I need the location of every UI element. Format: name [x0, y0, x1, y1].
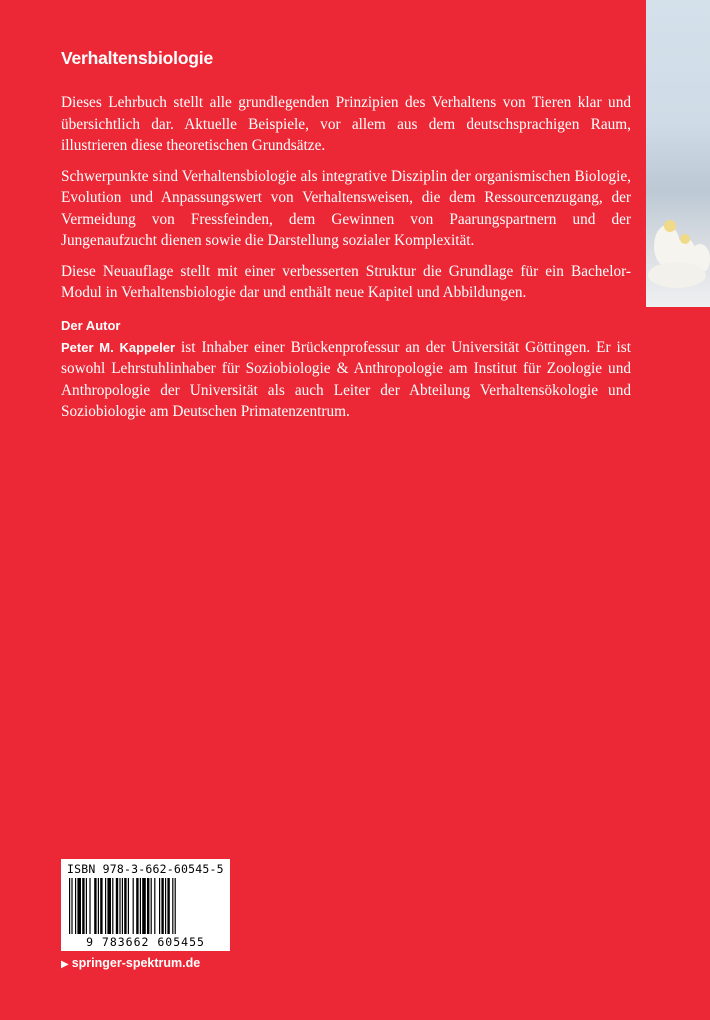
barcode-digits: 9 783662 605455	[86, 935, 205, 949]
author-bio	[61, 337, 631, 423]
description-paragraph-1: Dieses Lehrbuch stellt alle grundlegenden Prinzipien des Verhaltens von Tieren klar und übersichtlich dar. Aktuelle Beispiele, vor allem aus dem deutschsprachigen Raum, illustrieren diese theoretischen Grundsätze.	[61, 94, 631, 154]
triangle-right-icon: ▶	[61, 959, 69, 970]
publisher-website[interactable]	[61, 956, 200, 970]
isbn-barcode	[61, 859, 230, 951]
back-cover-text	[61, 48, 631, 432]
author-heading: Der Autor	[61, 317, 121, 333]
barcode-icon	[69, 878, 222, 934]
book-title: Verhaltensbiologie	[61, 48, 213, 68]
description-paragraph-2: Schwerpunkte sind Verhaltensbiologie als integrative Disziplin der organismischen Biologie, Evolution und Anpassungswert von Verhaltensweisen, die dem Ressourcenzugang, der Vermeidung von Fressfeinden, dem Gewinnen von Paarungspartnern und der Jungenaufzucht dienen sowie die Darstellung sozialer Komplexität.	[61, 167, 631, 249]
cover-photo-strip	[646, 0, 710, 307]
author-bio-text: ist Inhaber einer Brückenprofessur an der Universität Göttingen. Er ist sowohl Lehrstuhlinhaber für Soziobiologie & Anthropologie am Institut für Zoologie und Anthropologie der Universität als auch Leiter der Abteilung Verhaltensökologie und Soziobiologie am Deutschen Primatenzentrum.	[61, 338, 631, 420]
author-name: Peter M. Kappeler	[61, 339, 176, 355]
isbn-label: ISBN 978-3-662-60545-5	[67, 862, 224, 876]
description-paragraph-3: Diese Neuauflage stellt mit einer verbesserten Struktur die Grundlage für ein Bachelor-Modul in Verhaltensbiologie dar und enthält neue Kapitel und Abbildungen.	[61, 262, 631, 301]
website-label: springer-spektrum.de	[71, 956, 201, 970]
